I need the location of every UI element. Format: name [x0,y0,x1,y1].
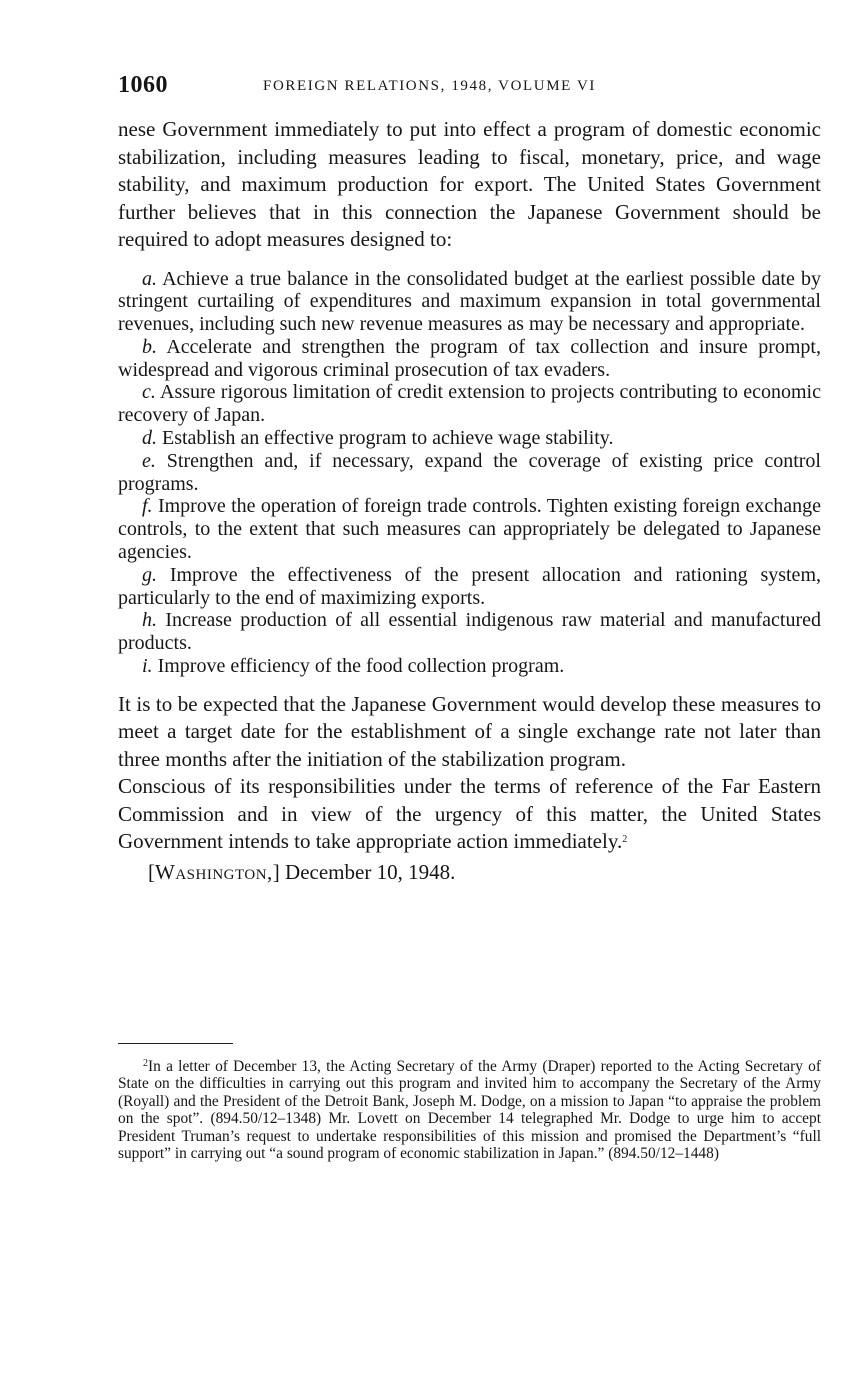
item-letter: d. [142,427,157,450]
running-head: FOREIGN RELATIONS, 1948, VOLUME VI [263,78,597,94]
item-letter: a. [142,267,157,290]
open-bracket: [ [148,859,155,884]
list-item [118,450,821,496]
list-item [118,381,821,427]
item-letter: f. [142,495,153,518]
item-text: Assure rigorous limitation of credit extension to projects contributing to economic recovery of Japan. [118,381,821,427]
conscious-paragraph [118,773,821,856]
footnote [118,1055,821,1162]
measures-list [118,268,821,678]
item-text: Improve the operation of foreign trade controls. Tighten existing foreign exchange controls, to the extent that such measures can appropriately be delegated to Japanese agencies. [118,495,821,564]
item-letter: i. [142,655,153,678]
page-number: 1060 [118,72,168,98]
item-text: Strengthen and, if necessary, expand the coverage of existing price control programs. [118,449,821,495]
list-item [118,609,821,655]
list-item [118,655,821,678]
list-item [118,427,821,450]
conscious-text: Conscious of its responsibilities under the terms of reference of the Far Eastern Commission and in view of the urgency of this matter, the United States Government intends to take appropriate action immediately. [118,774,821,854]
footnote-divider [118,1043,233,1044]
footnote-number: 2 [143,1058,148,1069]
item-letter: c. [142,381,156,404]
expected-paragraph: It is to be expected that the Japanese Government would develop these measures to meet a target date for the establishment of a single exchange rate not later than three months after the initiation of the stabilization program. [118,691,821,771]
signature-date: December 10, 1948. [285,859,456,884]
close-bracket: ] [272,859,280,884]
item-text: Achieve a true balance in the consolidated budget at the earliest possible date by stringent curtailing of expenditures and maximum expansion in total governmental revenues, including such new revenue measures as may be necessary and appropriate. [118,267,821,336]
list-item [118,495,821,563]
list-item [118,268,821,336]
item-letter: e. [142,449,156,472]
body-text [118,116,821,886]
item-letter: b. [142,335,157,358]
footnote-reference: 2 [622,834,628,846]
item-text: Improve efficiency of the food collection program. [157,655,565,678]
signature-place: Washington, [155,859,273,884]
footnote-text: In a letter of December 13, the Acting Secretary of the Army (Draper) reported to the Acting Secretary of State on the difficulties in carrying out this program and invited him to accompany the Secretary of the Army (Royall) and the President of the Detroit Bank, Joseph M. Dodge, on a mission to Japan “to appraise the problem on the spot”. (894.50/12–1348) Mr. Lovett on December 14 telegraphed Mr. Dodge to urge him to accept President Truman’s request to undertake responsibilities of this mission and promised the Department’s “full support” in carrying out “a sound program of economic stabilization in Japan.” (894.50/12–1448) [118,1058,821,1163]
list-item [118,564,821,610]
item-text: Establish an effective program to achieve wage stability. [162,427,614,450]
signature-line [118,859,821,887]
item-letter: g. [142,563,157,586]
item-text: Increase production of all essential indigenous raw material and manufactured products. [118,609,821,655]
item-letter: h. [142,609,157,632]
item-text: Improve the effectiveness of the present allocation and rationing system, particularly to the end of maximizing exports. [118,563,821,609]
list-item [118,336,821,382]
intro-paragraph: nese Government immediately to put into effect a program of domestic economic stabilization, including measures leading to fiscal, monetary, price, and wage stability, and maximum production for export. The United States Government further believes that in this connection the Japanese Government should be required to adopt measures designed to: [118,117,821,251]
page-header [118,72,821,104]
item-text: Accelerate and strengthen the program of tax collection and insure prompt, widespread and vigorous criminal prosecution of tax evaders. [118,335,821,381]
